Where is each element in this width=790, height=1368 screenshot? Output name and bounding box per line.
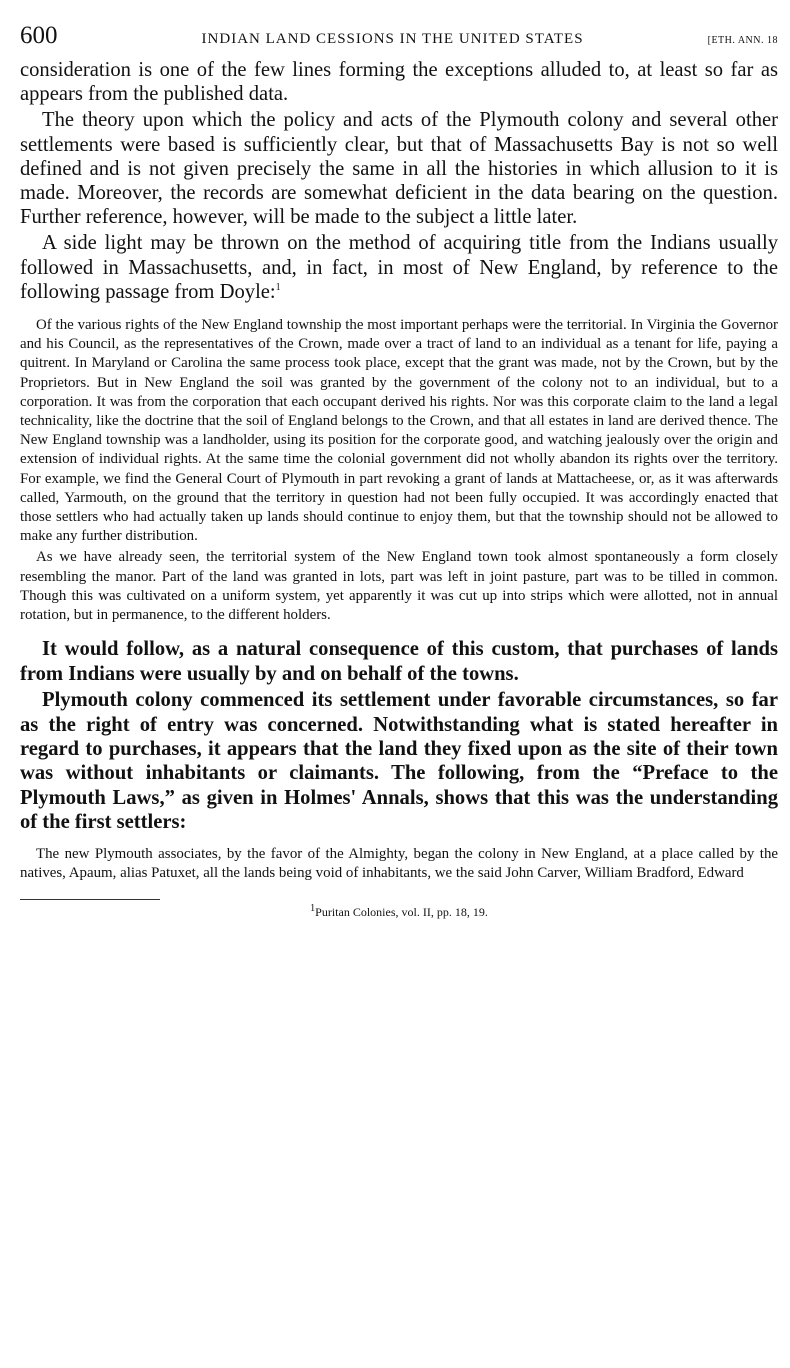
report-reference: [ETH. ANN. 18 [707, 35, 778, 46]
footnote-text: Puritan Colonies, vol. II, pp. 18, 19. [315, 904, 488, 919]
footnote-number: 1 [310, 902, 316, 914]
footnote-marker: 1 [275, 281, 281, 293]
body-paragraph: consideration is one of the few lines forming the exceptions alluded to, at least so far as appears from the published data. [20, 59, 778, 106]
page-number: 600 [20, 22, 58, 49]
bold-paragraph: It would follow, as a natural consequence of this custom, that purchases of lands from Indians were usually by and on behalf of the towns. [20, 638, 778, 685]
block-quote [20, 845, 778, 883]
body-paragraph [20, 231, 778, 304]
paragraph-text: A side light may be thrown on the method of acquiring title from the Indians usually followed in Massachusetts, and, in fact, in most of New England, by reference to the following passage from Doyle: [20, 232, 778, 303]
footnote-rule [20, 899, 160, 900]
running-head [20, 22, 778, 52]
quote-paragraph: Of the various rights of the New England township the most important perhaps were the territorial. In Virginia the Governor and his Council, as the representatives of the Crown, made over a tract of land to an individual as a tenant for life, paying a quitrent. In Maryland or Carolina the same process took place, except that the grant was made, not by the Crown, but by the Proprietors. But in New England the soil was granted by the government of the colony not to an individual, but to a corporation. It was from the corporation that each occupant derived his rights. Nor was this corporate claim to the land a legal technicality, like the doctrine that the soil of England belongs to the Crown, and that all estates in land are derived thence. The New England township was a landholder, using its position for the corporate good, and watching jealously over the origin and extension of individual rights. At the same time the colonial government did not wholly abandon its rights over the territory. For example, we find the General Court of Plymouth in part revoking a grant of lands at Mattacheese, or, as it was afterwards called, Yarmouth, on the ground that the territory in question had not been fully occupied. It was accordingly enacted that those settlers who had actually taken up lands should continue to enjoy them, but that the township should not be allowed to make any further distribution. [20, 317, 778, 545]
block-quote [20, 316, 778, 625]
quote-paragraph: As we have already seen, the territorial system of the New England town took almost spontaneously a form closely resembling the manor. Part of the land was granted in lots, part was left in joint pasture, part was to be tilled in common. Though this was cultivated on a uniform system, yet apparently it was cut up into strips which were allotted, not in annual rotation, but in permanence, to the different holders. [20, 549, 778, 624]
running-title: INDIAN LAND CESSIONS IN THE UNITED STATES [201, 31, 584, 47]
quote-paragraph: The new Plymouth associates, by the favor of the Almighty, began the colony in New England, at a place called by the natives, Apaum, alias Patuxet, all the lands being void of inhabitants, we the said John Carver, William Bradford, Edward [20, 845, 778, 881]
document-page [20, 22, 778, 920]
bold-paragraph: Plymouth colony commenced its settlement under favorable circumstances, so far as the right of entry was concerned. Notwithstanding what is stated hereafter in regard to purchases, it appears that the land they fixed upon as the site of their town was without inhabitants or claimants. The following, from the “Preface to the Plymouth Laws,” as given in Holmes' Annals, shows that this was the understanding of the first settlers: [20, 689, 778, 834]
bold-section [20, 637, 778, 834]
body-paragraph: The theory upon which the policy and acts of the Plymouth colony and several other settlements were based is sufficiently clear, but that of Massachusetts Bay is not so well defined and is not given precisely the same in all the histories in which allusion to it is made. Moreover, the records are somewhat deficient in the data bearing on the question. Further reference, however, will be made to the subject a little later. [20, 109, 778, 229]
footnote [20, 904, 778, 920]
